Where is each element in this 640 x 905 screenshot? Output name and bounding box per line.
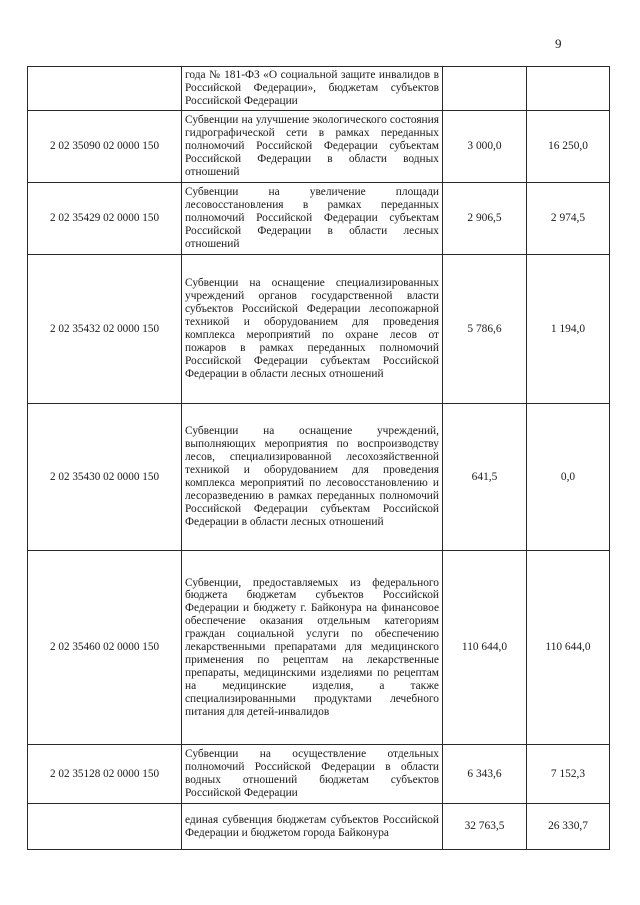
row-value-1: 110 644,0 — [443, 551, 527, 745]
row-value-2 — [527, 67, 610, 111]
row-code: 2 02 35432 02 0000 150 — [28, 255, 182, 404]
row-value-1: 6 343,6 — [443, 745, 527, 804]
table-row — [28, 551, 610, 745]
row-value-2: 110 644,0 — [527, 551, 610, 745]
table-row — [28, 745, 610, 804]
row-value-1: 3 000,0 — [443, 111, 527, 183]
row-name: Субвенции на увеличение площади лесовосстановления в рамках переданных полномочий Российской Федерации субъектам Российской Федерации в области лесных отношений — [182, 183, 443, 255]
budget-table — [27, 66, 610, 850]
row-value-2: 0,0 — [527, 404, 610, 551]
row-value-2: 26 330,7 — [527, 804, 610, 850]
table-row — [28, 111, 610, 183]
table-row — [28, 255, 610, 404]
table-row — [28, 404, 610, 551]
row-name: Субвенции на осуществление отдельных полномочий Российской Федерации в области водных отношений бюджетам субъектов Российской Федерации — [182, 745, 443, 804]
page-number: 9 — [555, 36, 562, 51]
row-code — [28, 804, 182, 850]
row-value-1: 641,5 — [443, 404, 527, 551]
row-code: 2 02 35429 02 0000 150 — [28, 183, 182, 255]
row-name: Субвенции на оснащение учреждений, выполняющих мероприятия по воспроизводству лесов, специализированной лесохозяйственной техникой и оборудованием для проведения комплекса мероприятий по лесовосстановлению и лесоразведению в рамках переданных полномочий Российской Федерации субъектам Российской Федерации в области лесных отношений — [182, 404, 443, 551]
row-code — [28, 67, 182, 111]
row-value-2: 16 250,0 — [527, 111, 610, 183]
row-name: Субвенции на оснащение специализированных учреждений органов государственной власти субъектов Российской Федерации лесопожарной техникой и оборудованием для проведения комплекса мероприятий по охране лесов от пожаров в рамках переданных полномочий Российской Федерации субъектам Российской Федерации в области лесных отношений — [182, 255, 443, 404]
row-value-1: 5 786,6 — [443, 255, 527, 404]
table-row — [28, 183, 610, 255]
row-value-1: 32 763,5 — [443, 804, 527, 850]
row-name: года № 181-ФЗ «О социальной защите инвалидов в Российской Федерации», бюджетам субъектов Российской Федерации — [182, 67, 443, 111]
row-value-2: 2 974,5 — [527, 183, 610, 255]
table-row — [28, 804, 610, 850]
row-name: Субвенции на улучшение экологического состояния гидрографической сети в рамках переданных полномочий Российской Федерации субъектам Российской Федерации в области водных отношений — [182, 111, 443, 183]
row-value-1 — [443, 67, 527, 111]
row-name: единая субвенция бюджетам субъектов Российской Федерации и бюджетом города Байконура — [182, 804, 443, 850]
row-value-2: 7 152,3 — [527, 745, 610, 804]
row-name: Субвенции, предоставляемых из федерального бюджета бюджетам субъектов Российской Федерации и бюджету г. Байконура на финансовое обеспечение оказания отдельным категориям граждан социальной услуги по обеспечению лекарственными препаратами для медицинского применения по рецептам на лекарственные препараты, медицинскими изделиями по рецептам на медицинские изделия, а также специализированными продуктами лечебного питания для детей-инвалидов — [182, 551, 443, 745]
row-value-2: 1 194,0 — [527, 255, 610, 404]
table-row — [28, 67, 610, 111]
row-value-1: 2 906,5 — [443, 183, 527, 255]
row-code: 2 02 35430 02 0000 150 — [28, 404, 182, 551]
row-code: 2 02 35128 02 0000 150 — [28, 745, 182, 804]
row-code: 2 02 35460 02 0000 150 — [28, 551, 182, 745]
row-code: 2 02 35090 02 0000 150 — [28, 111, 182, 183]
